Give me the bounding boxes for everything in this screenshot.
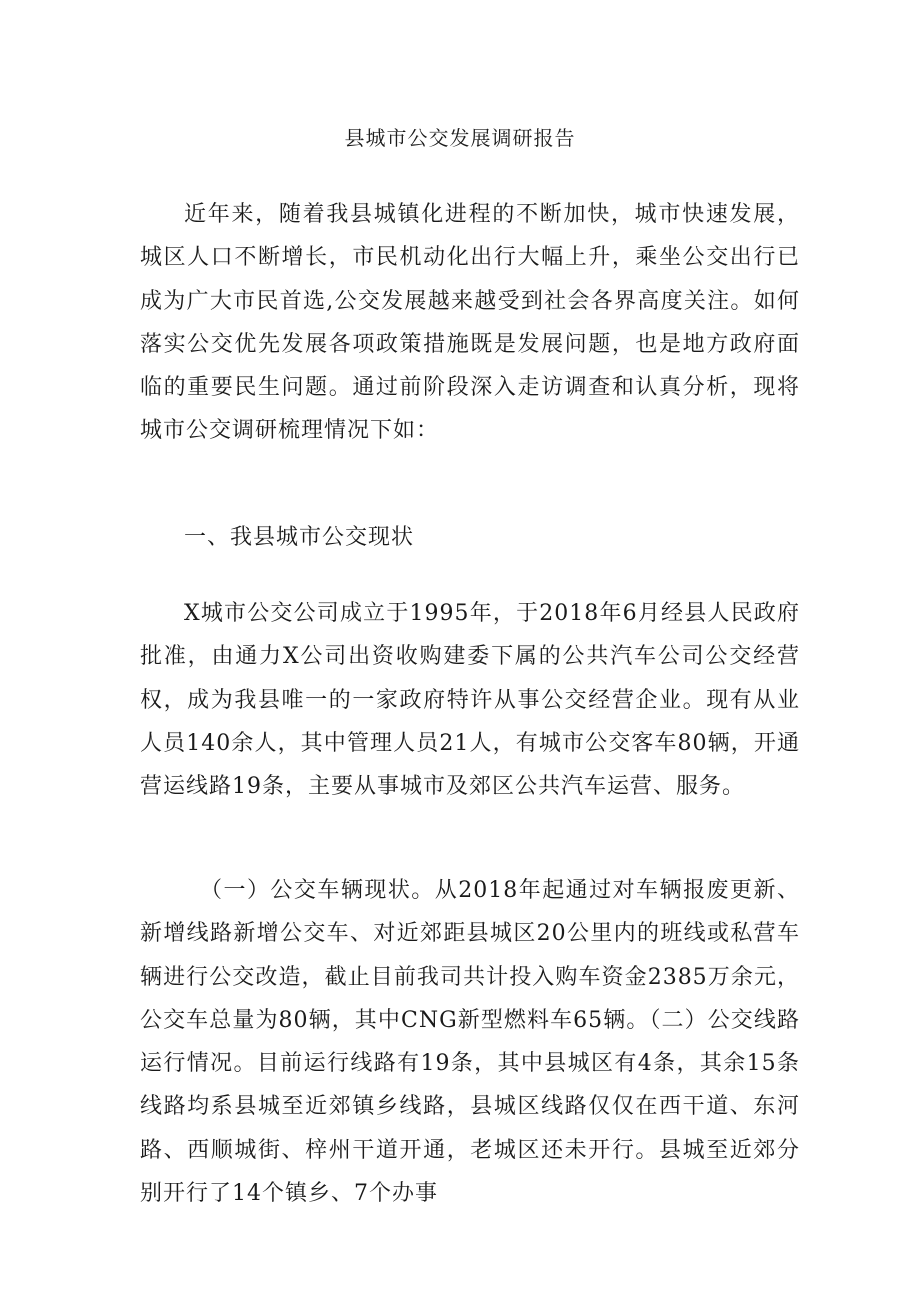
section-heading: 一、我县城市公交现状	[184, 525, 415, 550]
company-overview-paragraph: X城市公交公司成立于1995年，于2018年6月经县人民政府批准，由通力X公司出资收购建委下属的公共汽车公司公交经营权，成为我县唯一的一家政府特许从事公交经营企业。现有从业人员140余人，其中管理人员21人，有城市公交客车80辆，开通营运线路19条，主要从事城市及郊区公共汽车运营、服务。	[140, 601, 800, 800]
vehicle-status-paragraph: （一）公交车辆现状。从2018年起通过对车辆报废更新、新增线路新增公交车、对近郊距县城区20公里内的班线或私营车辆进行公交改造，截止目前我司共计投入购车资金2385万余元，公交车总量为80辆，其中CNG新型燃料车65辆。（二）公交线路运行情况。目前运行线路有19条，其中县城区有4条，其余15条线路均系县城至近郊镇乡线路，县城区线路仅仅在西干道、东河路、西顺城街、梓州干道开通，老城区还未开行。县城至近郊分别开行了14个镇乡、7个办事	[140, 878, 800, 1207]
document-title: 县城市公交发展调研报告	[344, 126, 576, 150]
intro-paragraph: 近年来，随着我县城镇化进程的不断加快，城市快速发展，城区人口不断增长，市民机动化出行大幅上升，乘坐公交出行已成为广大市民首选,公交发展越来越受到社会各界高度关注。如何落实公交优先发展各项政策措施既是发展问题，也是地方政府面临的重要民生问题。通过前阶段深入走访调查和认真分析，现将城市公交调研梳理情况下如：	[140, 202, 800, 444]
